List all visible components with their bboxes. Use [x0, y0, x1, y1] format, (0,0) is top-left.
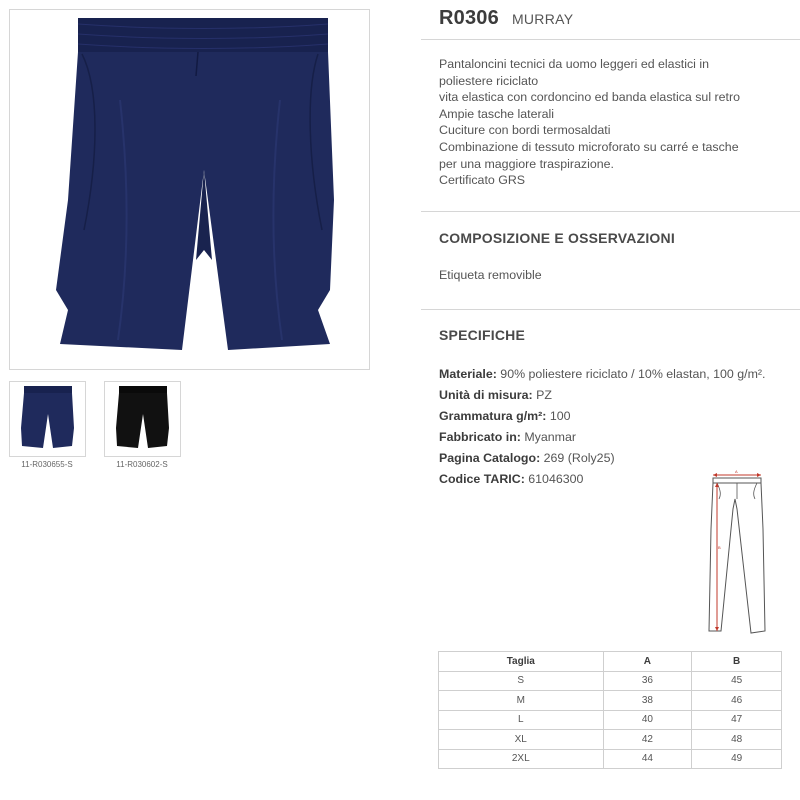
- table-cell: 36: [603, 671, 692, 691]
- table-cell: 2XL: [439, 749, 604, 769]
- shorts-navy-thumbnail-image: [10, 382, 85, 456]
- table-row: [439, 710, 782, 730]
- spec-weight: [439, 406, 765, 427]
- table-cell: 45: [692, 671, 782, 691]
- spec-value: Myanmar: [520, 430, 577, 444]
- spec-value: 269 (Roly25): [540, 451, 615, 465]
- thumbnail-black[interactable]: [104, 381, 181, 457]
- spec-label: Codice TARIC:: [439, 472, 525, 486]
- specs-heading: SPECIFICHE: [439, 327, 526, 343]
- table-row: [439, 749, 782, 769]
- column-header-b: B: [692, 652, 782, 672]
- spec-value: PZ: [532, 388, 552, 402]
- thumbnail-navy[interactable]: [9, 381, 86, 457]
- size-measurement-diagram: [697, 469, 777, 639]
- pants-outline-icon: [697, 469, 777, 639]
- table-cell: 49: [692, 749, 782, 769]
- spec-label: Pagina Catalogo:: [439, 451, 541, 465]
- table-row: [439, 730, 782, 750]
- divider: [421, 39, 800, 40]
- table-cell: 46: [692, 691, 782, 711]
- spec-label: Grammatura g/m²:: [439, 409, 547, 423]
- diagram-label-a: A: [735, 469, 738, 474]
- spec-catalog-page: [439, 448, 765, 469]
- description-line: Cuciture con bordi termosaldati: [439, 123, 611, 138]
- diagram-label-b: B: [718, 545, 721, 550]
- column-header-size: Taglia: [439, 652, 604, 672]
- composition-text: Etiqueta removible: [439, 268, 542, 282]
- description-line: Combinazione di tessuto microforato su carré e tasche: [439, 139, 739, 154]
- product-sku: R0306: [439, 7, 499, 29]
- table-cell: 40: [603, 710, 692, 730]
- table-row: [439, 691, 782, 711]
- table-cell: XL: [439, 730, 604, 750]
- spec-value: 90% poliestere riciclato / 10% elastan, 100 g/m².: [496, 367, 766, 381]
- spec-value: 61046300: [524, 472, 584, 486]
- spec-value: 100: [546, 409, 571, 423]
- description-line: Pantaloncini tecnici da uomo leggeri ed elastici in: [439, 57, 709, 71]
- spec-label: Fabbricato in:: [439, 430, 521, 444]
- description-line: poliestere riciclato: [439, 73, 539, 88]
- spec-unit: [439, 385, 765, 406]
- table-cell: S: [439, 671, 604, 691]
- table-cell: 42: [603, 730, 692, 750]
- thumbnail-code-black: 11-R030602-S: [116, 460, 168, 469]
- table-row: [439, 671, 782, 691]
- composition-heading: COMPOSIZIONE E OSSERVAZIONI: [439, 230, 675, 246]
- table-cell: L: [439, 710, 604, 730]
- thumbnail-code-navy: 11-R030655-S: [21, 460, 73, 469]
- table-cell: 44: [603, 749, 692, 769]
- product-main-image[interactable]: [9, 9, 370, 370]
- description-line: Certificato GRS: [439, 173, 526, 188]
- table-cell: 47: [692, 710, 782, 730]
- divider: [421, 211, 800, 212]
- table-cell: 48: [692, 730, 782, 750]
- product-title: [439, 7, 573, 30]
- table-cell: 38: [603, 691, 692, 711]
- column-header-a: A: [603, 652, 692, 672]
- spec-label: Materiale:: [439, 367, 497, 381]
- product-description: [439, 56, 779, 189]
- spec-made-in: [439, 427, 765, 448]
- table-cell: M: [439, 691, 604, 711]
- divider: [421, 309, 800, 310]
- description-line: vita elastica con cordoncino ed banda elastica sul retro: [439, 90, 740, 105]
- description-line: per una maggiore traspirazione.: [439, 156, 614, 171]
- spec-material: [439, 364, 765, 385]
- spec-label: Unità di misura:: [439, 388, 533, 402]
- shorts-navy-image: [10, 10, 369, 369]
- description-line: Ampie tasche laterali: [439, 106, 555, 121]
- product-model: MURRAY: [511, 11, 574, 27]
- shorts-black-thumbnail-image: [105, 382, 180, 456]
- table-header-row: [439, 652, 782, 672]
- size-table: [438, 651, 782, 769]
